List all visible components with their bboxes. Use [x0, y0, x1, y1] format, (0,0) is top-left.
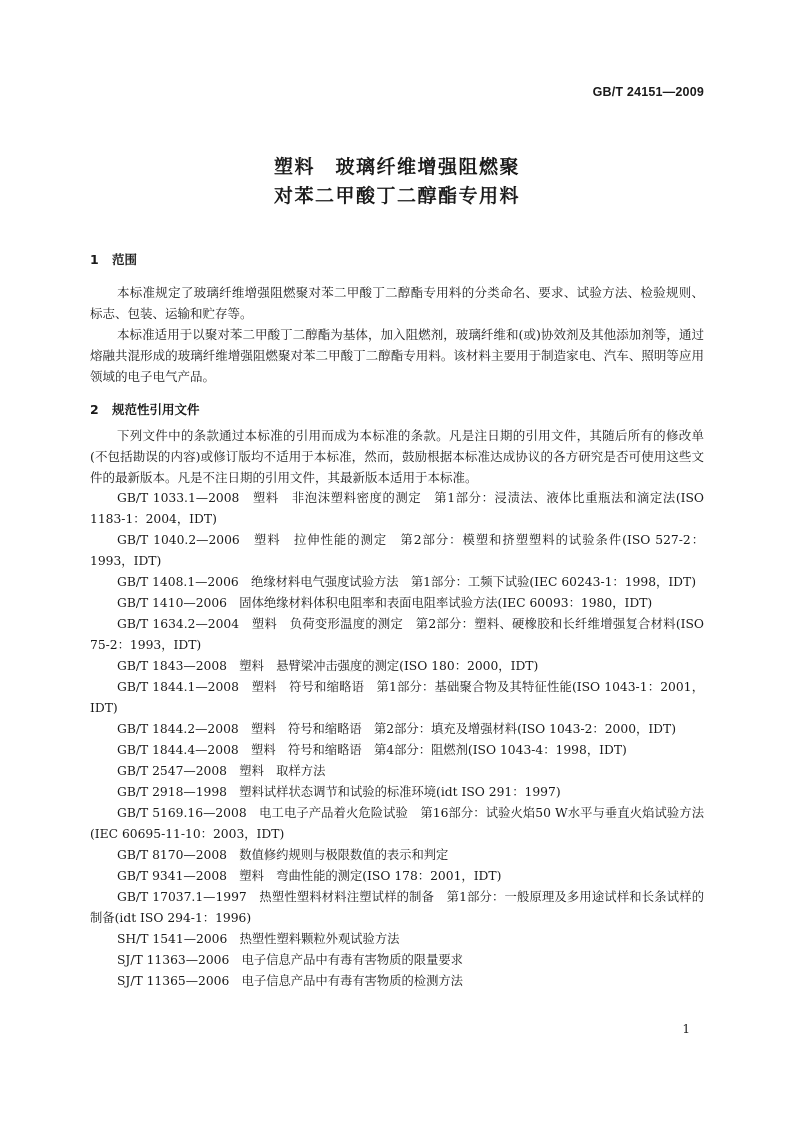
page-number: 1 — [682, 1022, 690, 1036]
reference-item: GB/T 1844.2—2008 塑料 符号和缩略语 第2部分：填充及增强材料(ISO 1043-2：2000，IDT) — [117, 722, 677, 736]
section-2-number: 2 — [90, 402, 99, 417]
scope-paragraph-1: 本标准规定了玻璃纤维增强阻燃聚对苯二甲酸丁二醇酯专用料的分类命名、要求、试验方法、检验规则、标志、包装、运输和贮存等。 — [90, 285, 704, 321]
reference-item: GB/T 2918—1998 塑料试样状态调节和试验的标准环境(idt ISO 291：1997) — [117, 785, 561, 799]
section-2-title: 规范性引用文件 — [112, 402, 200, 417]
reference-list — [90, 488, 704, 992]
section-2-heading — [90, 400, 200, 418]
reference-item: SJ/T 11363—2006 电子信息产品中有毒有害物质的限量要求 — [117, 953, 463, 967]
references-intro: 下列文件中的条款通过本标准的引用而成为本标准的条款。凡是注日期的引用文件，其随后所有的修改单(不包括勘误的内容)或修订版均不适用于本标准，然而，鼓励根据本标准达成协议的各方研究是否可使用这些文件的最新版本。凡是不注日期的引用文件，其最新版本适用于本标准。 — [90, 428, 704, 485]
reference-item: GB/T 1844.4—2008 塑料 符号和缩略语 第4部分：阻燃剂(ISO 1043-4：1998，IDT) — [117, 743, 627, 757]
reference-item: GB/T 9341—2008 塑料 弯曲性能的测定(ISO 178：2001，IDT) — [117, 869, 502, 883]
document-title-line-2: 对苯二甲酸丁二醇酯专用料 — [273, 185, 520, 207]
reference-item: GB/T 2547—2008 塑料 取样方法 — [117, 764, 326, 778]
section-1-title: 范围 — [112, 252, 138, 267]
reference-item: GB/T 5169.16—2008 电工电子产品着火危险试验 第16部分：试验火焰50 W水平与垂直火焰试验方法(IEC 60695-11-10：2003，IDT) — [90, 806, 704, 841]
document-title-line-1: 塑料 玻璃纤维增强阻燃聚 — [273, 156, 520, 178]
scope-paragraph-2: 本标准适用于以聚对苯二甲酸丁二醇酯为基体，加入阻燃剂，玻璃纤维和(或)协效剂及其他添加剂等，通过熔融共混形成的玻璃纤维增强阻燃聚对苯二甲酸丁二醇酯专用料。该材料主要用于制造家电、汽车、照明等应用领域的电子电气产品。 — [90, 327, 704, 384]
reference-item: GB/T 1844.1—2008 塑料 符号和缩略语 第1部分：基础聚合物及其特征性能(ISO 1043-1：2001，IDT) — [90, 680, 704, 715]
reference-item: GB/T 1033.1—2008 塑料 非泡沫塑料密度的测定 第1部分：浸渍法、液体比重瓶法和滴定法(ISO 1183-1：2004，IDT) — [90, 491, 704, 526]
reference-item: GB/T 8170—2008 数值修约规则与极限数值的表示和判定 — [117, 848, 449, 862]
reference-item: SH/T 1541—2006 热塑性塑料颗粒外观试验方法 — [117, 932, 400, 946]
reference-item: GB/T 1040.2—2006 塑料 拉伸性能的测定 第2部分：模塑和挤塑塑料的试验条件(ISO 527-2：1993，IDT) — [90, 533, 704, 568]
reference-item: GB/T 17037.1—1997 热塑性塑料材料注塑试样的制备 第1部分：一般原理及多用途试样和长条试样的制备(idt ISO 294-1：1996) — [90, 890, 704, 925]
section-1-number: 1 — [90, 252, 99, 267]
reference-item: GB/T 1843—2008 塑料 悬臂梁冲击强度的测定(ISO 180：2000，IDT) — [117, 659, 539, 673]
reference-item: GB/T 1408.1—2006 绝缘材料电气强度试验方法 第1部分：工频下试验(IEC 60243-1：1998，IDT) — [117, 575, 697, 589]
reference-item: GB/T 1410—2006 固体绝缘材料体积电阻率和表面电阻率试验方法(IEC 60093：1980，IDT) — [117, 596, 653, 610]
reference-item: GB/T 1634.2—2004 塑料 负荷变形温度的测定 第2部分：塑料、硬橡胶和长纤维增强复合材料(ISO 75-2：1993，IDT) — [90, 617, 704, 652]
reference-item: SJ/T 11365—2006 电子信息产品中有毒有害物质的检测方法 — [117, 974, 463, 988]
standard-code: GB/T 24151—2009 — [592, 85, 704, 99]
section-1-heading — [90, 250, 137, 268]
